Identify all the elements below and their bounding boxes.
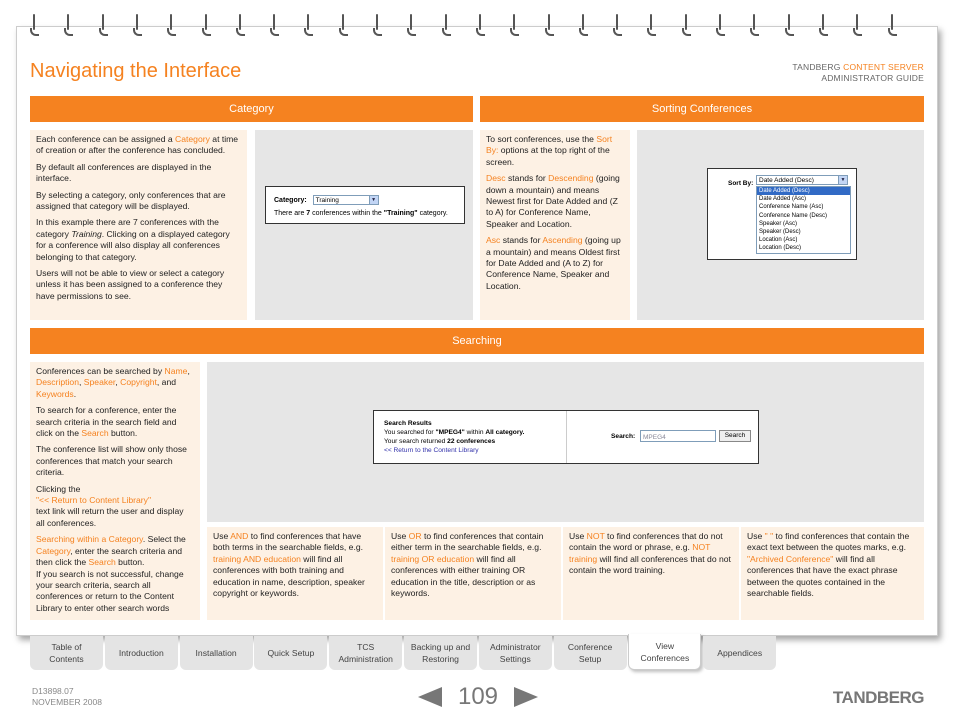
- spiral-ring: [442, 14, 452, 38]
- tip-text: Use: [391, 531, 409, 541]
- sort-option[interactable]: Conference Name (Asc): [759, 204, 824, 211]
- doc-date: NOVEMBER 2008: [32, 697, 102, 707]
- category-bar: Category: [30, 96, 473, 122]
- category-link[interactable]: Category: [175, 134, 210, 144]
- category-result: [274, 208, 456, 219]
- category-screenshot-area: [255, 130, 473, 320]
- category-text: [30, 130, 247, 320]
- search-line1-term: "MPEG4": [435, 429, 465, 436]
- searching-p5-c: button.: [115, 557, 145, 568]
- brand-name: TANDBERG: [792, 62, 844, 72]
- chevron-down-icon: ▼: [369, 196, 378, 204]
- search-line2-a: Your search returned: [384, 438, 448, 445]
- search-tip: [207, 527, 383, 620]
- spiral-ring: [476, 14, 486, 38]
- tip-text: will find all conferences that have the exact phrase between the quotes contained in the searchable fields.: [747, 553, 898, 599]
- tip-text: will find all conferences with both training and education in name, description, speaker copyright or keywords.: [213, 553, 365, 599]
- category-select-label: Category:: [274, 197, 307, 204]
- sort-by-link: Sort By:: [486, 134, 613, 156]
- search-results-panel: [374, 411, 567, 463]
- prev-page-arrow-icon[interactable]: [418, 687, 442, 707]
- tip-operator: OR: [408, 531, 422, 541]
- field-keywords: Keywords: [36, 388, 74, 399]
- tab-introduction[interactable]: Introduction: [105, 636, 178, 670]
- spiral-ring: [64, 14, 74, 38]
- category-result-cat: "Training": [383, 210, 418, 218]
- spiral-ring: [167, 14, 177, 38]
- sort-option[interactable]: Location (Desc): [759, 245, 802, 252]
- spiral-ring: [785, 14, 795, 38]
- tab-view-conferences[interactable]: View Conferences: [628, 634, 701, 670]
- search-tip: [741, 527, 924, 620]
- category-result-b: conferences within the: [310, 210, 384, 218]
- sorting-screenshot-area: [637, 130, 924, 320]
- searching-p1-and: and: [161, 377, 177, 388]
- sorting-bar: Sorting Conferences: [480, 96, 924, 122]
- tip-text: to find conferences that contain either term in the searchable fields, e.g.: [391, 531, 544, 553]
- spiral-ring: [270, 14, 280, 38]
- category-screenshot: [265, 186, 465, 224]
- category-result-c: category.: [417, 210, 448, 218]
- searching-p2-end: button.: [108, 428, 138, 439]
- category-p3: By selecting a category, only conferences that are assigned that category will be displayed.: [36, 189, 226, 212]
- category-select[interactable]: [313, 195, 379, 205]
- next-page-arrow-icon[interactable]: [514, 687, 538, 707]
- search-line1-a: You searched for: [384, 429, 436, 436]
- searching-p1: Conferences can be searched by: [36, 366, 165, 376]
- field-name: Name: [164, 366, 188, 376]
- spiral-ring: [716, 14, 726, 38]
- tab-installation[interactable]: Installation: [180, 636, 253, 670]
- search-line1-b: within: [464, 429, 486, 436]
- search-label: Search:: [611, 433, 636, 440]
- sorting-p3-b: (going up a mountain) and means Oldest first for Date Added and (A to Z) for Conference Name, Speaker and Location.: [486, 235, 621, 291]
- sorting-p1: To sort conferences, use the: [486, 134, 597, 144]
- tip-example: "Archived Conference": [747, 553, 834, 564]
- page-title: Navigating the Interface: [30, 60, 242, 82]
- spiral-ring: [99, 14, 109, 38]
- spiral-ring: [613, 14, 623, 38]
- spiral-ring: [545, 14, 555, 38]
- spiral-ring: [819, 14, 829, 38]
- searching-bar: Searching: [30, 328, 924, 354]
- category-p4-em: Training: [71, 228, 102, 239]
- page-navigation: [418, 680, 538, 714]
- category-result-a: There are: [274, 210, 307, 218]
- spiral-ring: [30, 14, 40, 38]
- spiral-binding: [30, 14, 920, 40]
- tip-text: Use: [213, 531, 231, 541]
- category-p4: In this example there are 7 conferences with the category: [36, 217, 219, 239]
- sort-options-list: [756, 186, 851, 254]
- ascending-term: Ascending: [542, 235, 583, 246]
- tab-quick-setup[interactable]: Quick Setup: [254, 636, 327, 670]
- spiral-ring: [304, 14, 314, 38]
- search-screenshot: [373, 410, 759, 464]
- tip-example: training AND education: [213, 553, 301, 564]
- category-p2: By default all conferences are displayed in the interface.: [36, 161, 212, 184]
- spiral-ring: [682, 14, 692, 38]
- guide-name: ADMINISTRATOR GUIDE: [821, 73, 924, 83]
- sort-option[interactable]: Date Added (Desc): [757, 187, 850, 195]
- field-copyright: Copyright: [120, 377, 157, 388]
- doc-id: D13898.07: [32, 686, 74, 696]
- guide-header: [792, 62, 924, 84]
- tip-example: training OR education: [391, 553, 475, 564]
- tip-operator: NOT: [586, 531, 605, 541]
- field-description: Description: [36, 377, 79, 388]
- sorting-p2-b: (going down a mountain) and means Newest first for Date Added and (Z to A) for Conference Name, Speaker and Location.: [486, 173, 620, 229]
- sort-option[interactable]: Conference Name (Desc): [759, 212, 828, 219]
- spiral-ring: [339, 14, 349, 38]
- searching-p5-b: , enter the search criteria and then click the: [36, 545, 183, 568]
- category-p5: Users will not be able to view or select a category unless it has been assigned to a conference they have permissions to see.: [36, 268, 225, 301]
- spiral-ring: [853, 14, 863, 38]
- searching-p3: The conference list will show only those conferences that match your search criteria.: [36, 444, 187, 478]
- spiral-ring: [407, 14, 417, 38]
- searching-p6: If you search is not successful, change your search criteria, search all conferences or return to the Content Library to enter other search words: [36, 568, 184, 613]
- tab-backing-up-and-restoring[interactable]: Backing up and Restoring: [404, 636, 477, 670]
- searching-text: Conferences can be searched by Name, Description, Speaker, Copyright, and Keywords. To search for a conference, enter the search criteria in the search field and click on the Search button. The conference list will show only those conferences that match your search criteria. Clicking the "<< Return to Content Library" text link will return the user and display all conferences. Searching within a Category. Select the Category, enter the search criteria and then click the Search button. If you search is not successful, change your search criteria, search all conferences or return to the Content Library to enter other search words: [30, 362, 200, 620]
- search-tip: [563, 527, 739, 620]
- tip-text: Use: [569, 531, 587, 541]
- spiral-ring: [579, 14, 589, 38]
- page-number: 109: [457, 683, 499, 710]
- searching-p5-a: . Select the: [142, 534, 186, 545]
- search-button[interactable]: Search: [719, 430, 751, 442]
- search-line2-count: 22 conferences: [447, 438, 496, 445]
- return-to-library-link[interactable]: << Return to the Content Library: [384, 447, 479, 454]
- tip-text: to find conferences that contain the exact text between the quotes marks, e.g.: [747, 531, 910, 553]
- tab-appendices[interactable]: Appendices: [703, 636, 776, 670]
- category-select-value: Training: [315, 197, 339, 205]
- product-name: CONTENT SERVER: [843, 62, 924, 72]
- spiral-ring: [202, 14, 212, 38]
- search-results-title: Search Results: [384, 420, 432, 427]
- sorting-text: [480, 130, 630, 320]
- sort-by-label: Sort By:: [728, 180, 754, 187]
- spiral-ring: [133, 14, 143, 38]
- tip-text: to find conferences that have both terms in the searchable fields, e.g.: [213, 531, 363, 553]
- tip-text: to find conferences that do not contain the word or phrase, e.g.: [569, 531, 723, 553]
- sort-select-value: Date Added (Desc): [759, 177, 814, 184]
- sort-option[interactable]: Date Added (Asc): [759, 196, 807, 203]
- chevron-down-icon: ▼: [838, 176, 847, 184]
- spiral-ring: [510, 14, 520, 38]
- search-term: Search: [81, 428, 109, 439]
- tip-text: Use: [747, 531, 765, 541]
- sort-option[interactable]: Speaker (Asc): [759, 220, 798, 227]
- spiral-ring: [236, 14, 246, 38]
- search-input[interactable]: MPEG4: [640, 430, 716, 442]
- sorting-p2-a: stands for: [505, 173, 549, 184]
- searching-p4-end: text link will return the user and display all conferences.: [36, 506, 184, 528]
- tandberg-logo: TANDBERG: [832, 688, 924, 707]
- sorting-p3-a: stands for: [500, 235, 543, 246]
- asc-term: Asc: [486, 235, 501, 246]
- return-link-ref: "<< Return to Content Library": [36, 495, 152, 506]
- tab-administrator-settings[interactable]: Administrator Settings: [479, 636, 552, 670]
- search-within-category: Searching within a Category: [36, 534, 143, 545]
- sort-screenshot: [707, 168, 857, 260]
- tip-operator: AND: [230, 531, 249, 541]
- desc-term: Desc: [486, 173, 506, 184]
- category-p1-end: at time of creation or after the conference has concluded.: [36, 134, 239, 156]
- tip-example: NOT training: [569, 542, 711, 564]
- tip-operator: " ": [764, 531, 774, 541]
- sort-option[interactable]: Location (Asc): [759, 237, 798, 244]
- spiral-ring: [750, 14, 760, 38]
- spiral-ring: [647, 14, 657, 38]
- spiral-ring: [888, 14, 898, 38]
- searching-p4: Clicking the: [36, 483, 81, 494]
- sort-select[interactable]: [756, 175, 848, 185]
- sorting-p1-end: options at the top right of the screen.: [486, 145, 610, 167]
- tip-text: will find all conferences with either training OR education in the title, description or as keywords.: [391, 553, 536, 599]
- search-line1-cat: All category.: [485, 429, 525, 436]
- search-tip: [385, 527, 561, 620]
- tab-tcs-administration[interactable]: TCS Administration: [329, 636, 402, 670]
- sort-option[interactable]: Speaker (Desc): [759, 229, 801, 236]
- category-result-count: 7: [306, 210, 311, 218]
- search-term-2: Search: [88, 557, 116, 568]
- category-term: Category: [36, 545, 71, 556]
- tab-conference-setup[interactable]: Conference Setup: [554, 636, 627, 670]
- spiral-ring: [373, 14, 383, 38]
- category-p1: Each conference can be assigned a: [36, 134, 176, 144]
- category-p4-end: . Clicking on a displayed category for a conference will also display all conferences belonging to that category.: [36, 228, 230, 262]
- searching-p2: To search for a conference, enter the search criteria in the search field and click on the: [36, 405, 177, 439]
- tab-table-of-contents[interactable]: Table of Contents: [30, 636, 103, 670]
- field-speaker: Speaker: [83, 377, 116, 388]
- tip-text: will find all conferences that do not contain the word training.: [569, 553, 731, 576]
- descending-term: Descending: [548, 173, 594, 184]
- search-screenshot-area: [207, 362, 924, 522]
- doc-info: [32, 686, 102, 708]
